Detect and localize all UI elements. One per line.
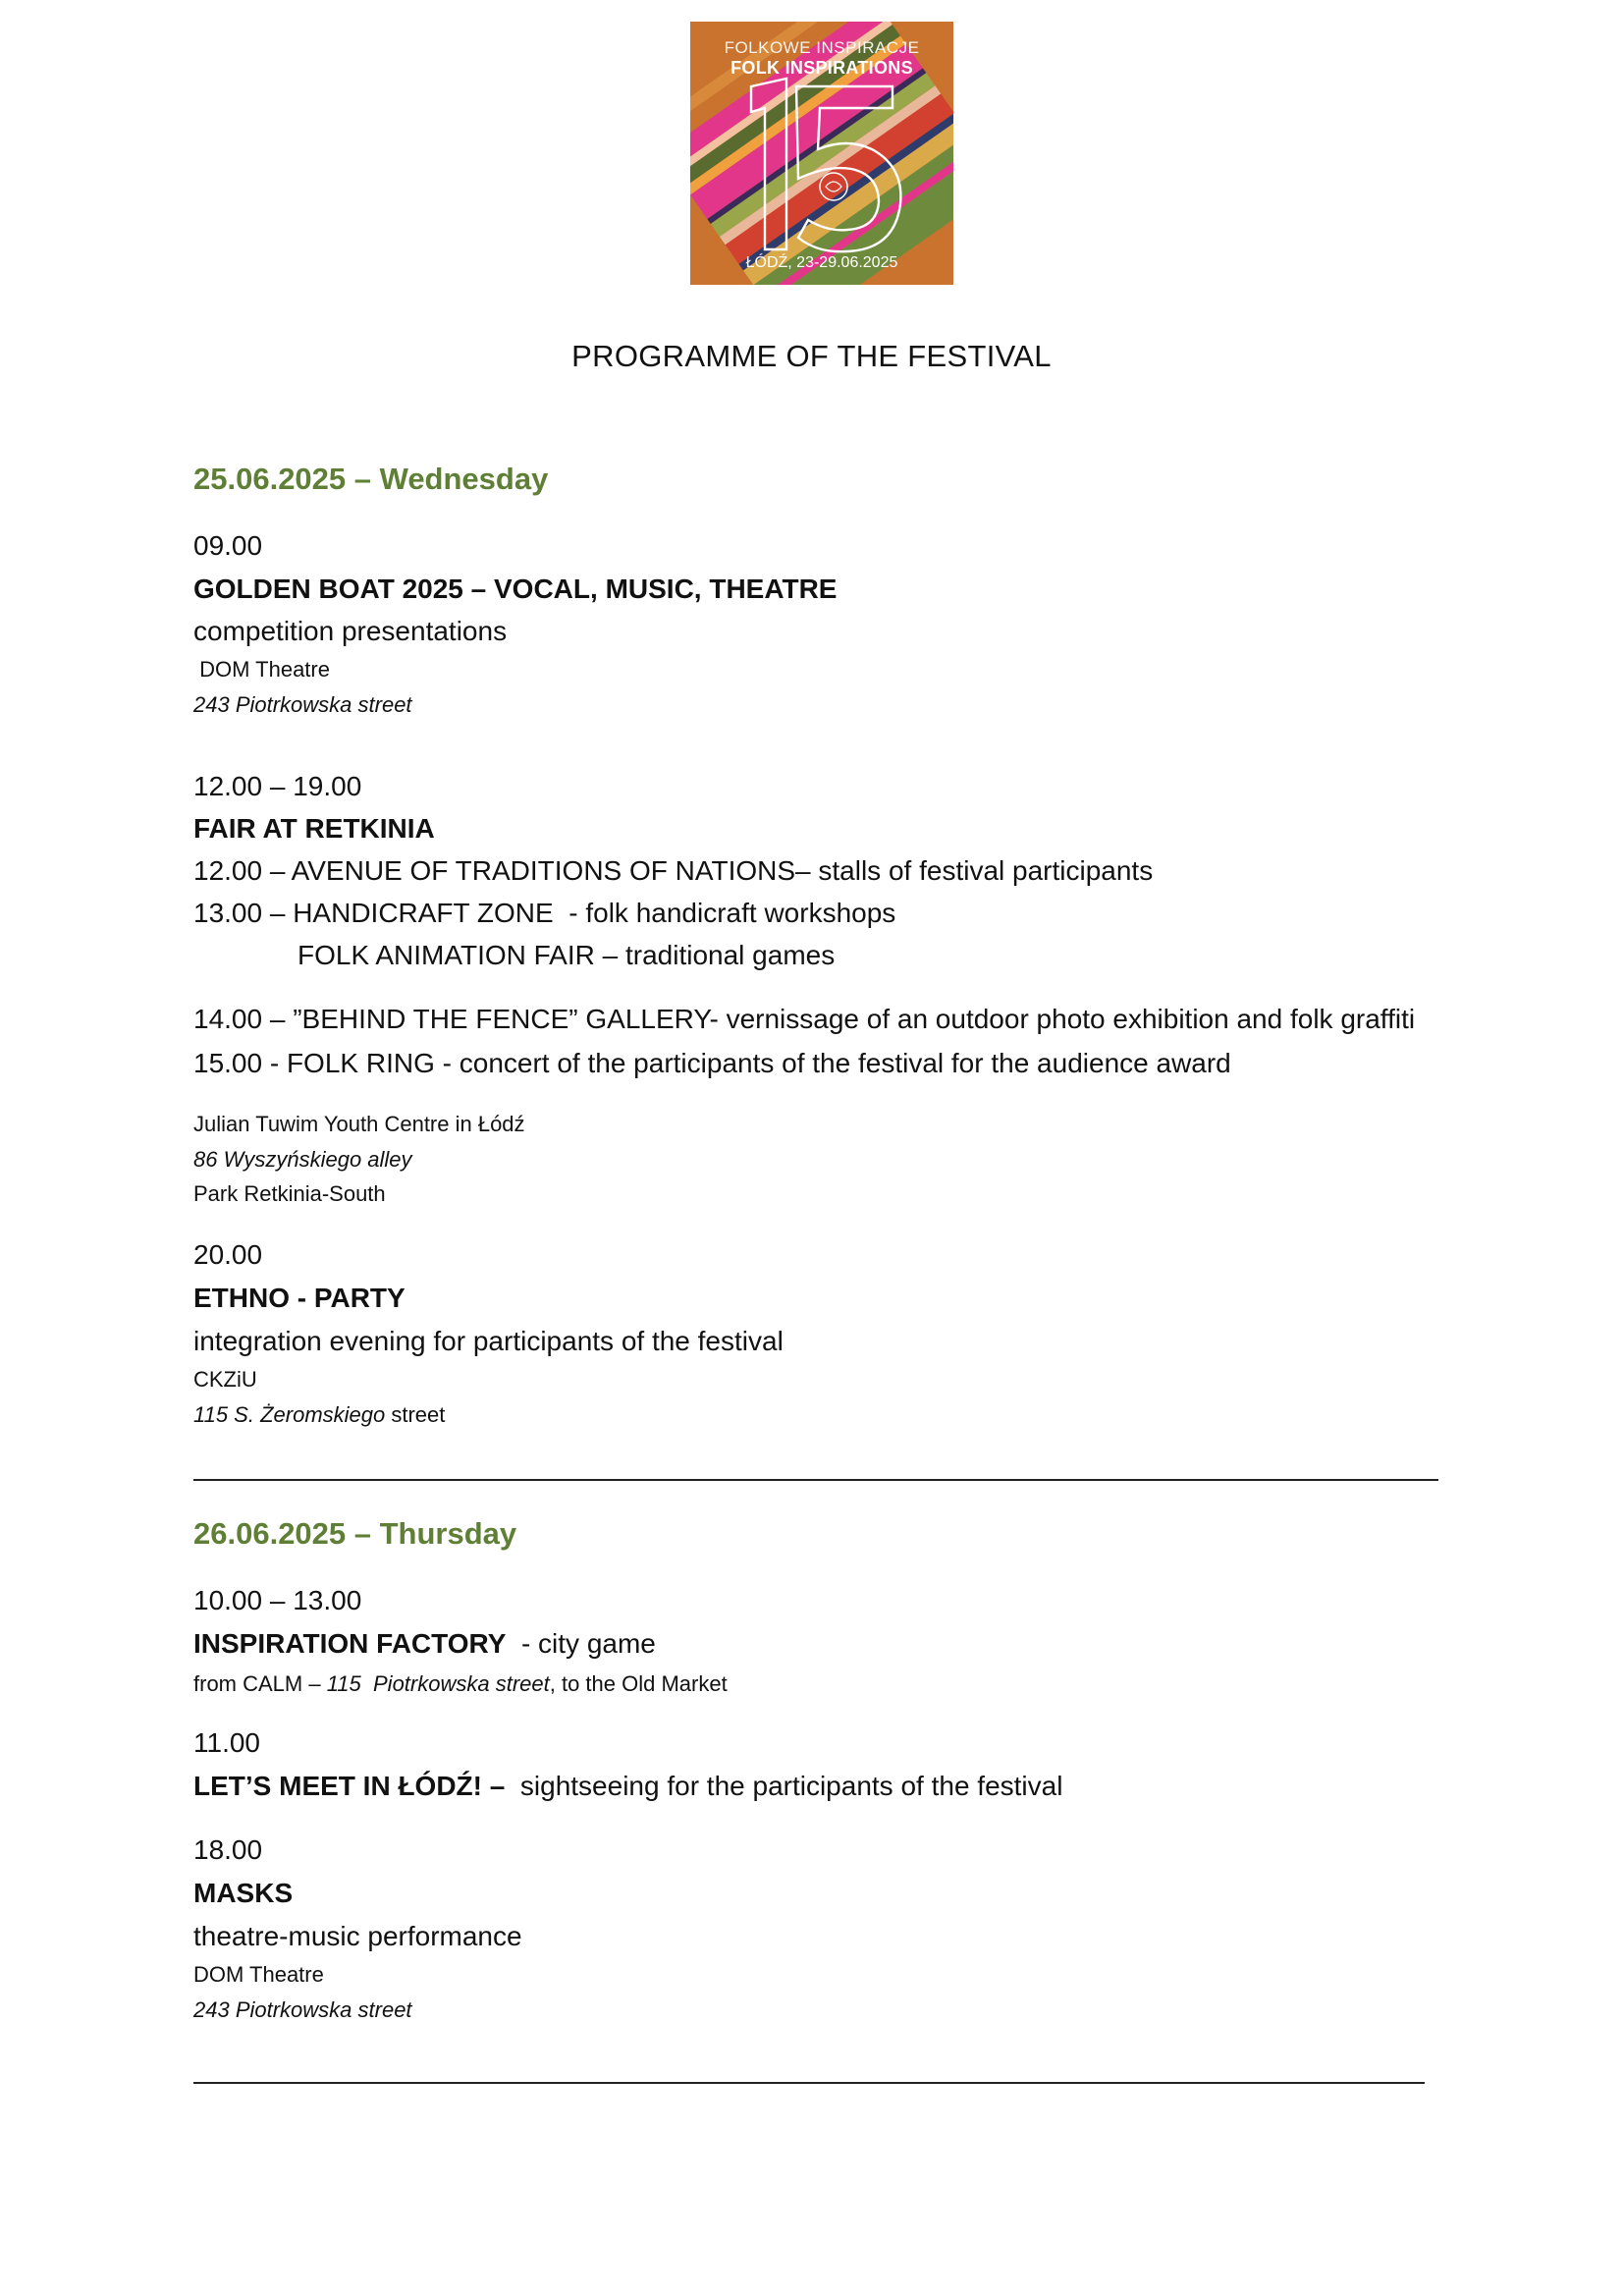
event-title-bold: INSPIRATION FACTORY (193, 1628, 507, 1659)
event-time: 09.00 (193, 530, 263, 561)
event-address-italic: 115 S. Żeromskiego (193, 1402, 386, 1427)
event-venue-secondary: Park Retkinia-South (193, 1181, 386, 1206)
event-address: 243 Piotrkowska street (193, 1997, 412, 2022)
route-address: 115 Piotrkowska street (326, 1671, 550, 1696)
event-title-suffix: - city game (506, 1628, 656, 1659)
event-venue: CKZiU (193, 1367, 257, 1392)
schedule-item: 12.00 – AVENUE OF TRADITIONS OF NATIONS– stalls of festival participants (193, 855, 1154, 886)
schedule-item: 14.00 – ”BEHIND THE FENCE” GALLERY- vernissage of an outdoor photo exhibition and folk graffiti (193, 1004, 1416, 1034)
event-title-suffix: sightseeing for the participants of the festival (513, 1771, 1063, 1801)
event-time: 10.00 – 13.00 (193, 1585, 362, 1615)
event-time: 18.00 (193, 1834, 263, 1865)
event-time: 11.00 (193, 1727, 260, 1758)
event-venue: DOM Theatre (193, 657, 330, 682)
route-prefix: from CALM – (193, 1671, 327, 1696)
event-title (193, 1628, 656, 1660)
event-time: 20.00 (193, 1239, 263, 1270)
event-title (193, 1771, 1062, 1802)
event-title-bold: LET’S MEET IN ŁÓDŹ! – (193, 1771, 514, 1801)
event-title: ETHNO - PARTY (193, 1283, 406, 1313)
section-divider (193, 2082, 1425, 2084)
event-address: 86 Wyszyńskiego alley (193, 1147, 412, 1172)
day-heading-thursday: 26.06.2025 – Thursday (193, 1516, 517, 1551)
event-time: 12.00 – 19.00 (193, 771, 362, 801)
event-description: theatre-music performance (193, 1921, 522, 1951)
event-venue: DOM Theatre (193, 1962, 324, 1987)
page-title: PROGRAMME OF THE FESTIVAL (571, 339, 1052, 373)
event-address (193, 1402, 445, 1428)
logo-subtitle-english: FOLK INSPIRATIONS (730, 58, 913, 78)
day-heading-wednesday: 25.06.2025 – Wednesday (193, 462, 549, 496)
event-route (193, 1671, 728, 1697)
event-description: integration evening for participants of the festival (193, 1326, 784, 1356)
event-title: FAIR AT RETKINIA (193, 813, 435, 844)
schedule-item: 15.00 - FOLK RING - concert of the participants of the festival for the audience award (193, 1048, 1231, 1078)
route-suffix: , to the Old Market (549, 1671, 728, 1696)
schedule-item: FOLK ANIMATION FAIR – traditional games (298, 940, 836, 970)
event-address-suffix: street (385, 1402, 446, 1427)
event-title: MASKS (193, 1878, 294, 1908)
festival-logo (690, 22, 953, 285)
logo-date: ŁÓDŹ, 23-29.06.2025 (745, 254, 898, 271)
event-venue: Julian Tuwim Youth Centre in Łódź (193, 1112, 525, 1136)
event-address: 243 Piotrkowska street (193, 692, 412, 717)
event-description: competition presentations (193, 616, 508, 646)
section-divider (193, 1479, 1438, 1481)
logo-subtitle-polish: FOLKOWE INSPIRACJE (724, 38, 920, 57)
schedule-item: 13.00 – HANDICRAFT ZONE - folk handicraft workshops (193, 898, 896, 928)
event-title: GOLDEN BOAT 2025 – VOCAL, MUSIC, THEATRE (193, 574, 838, 604)
